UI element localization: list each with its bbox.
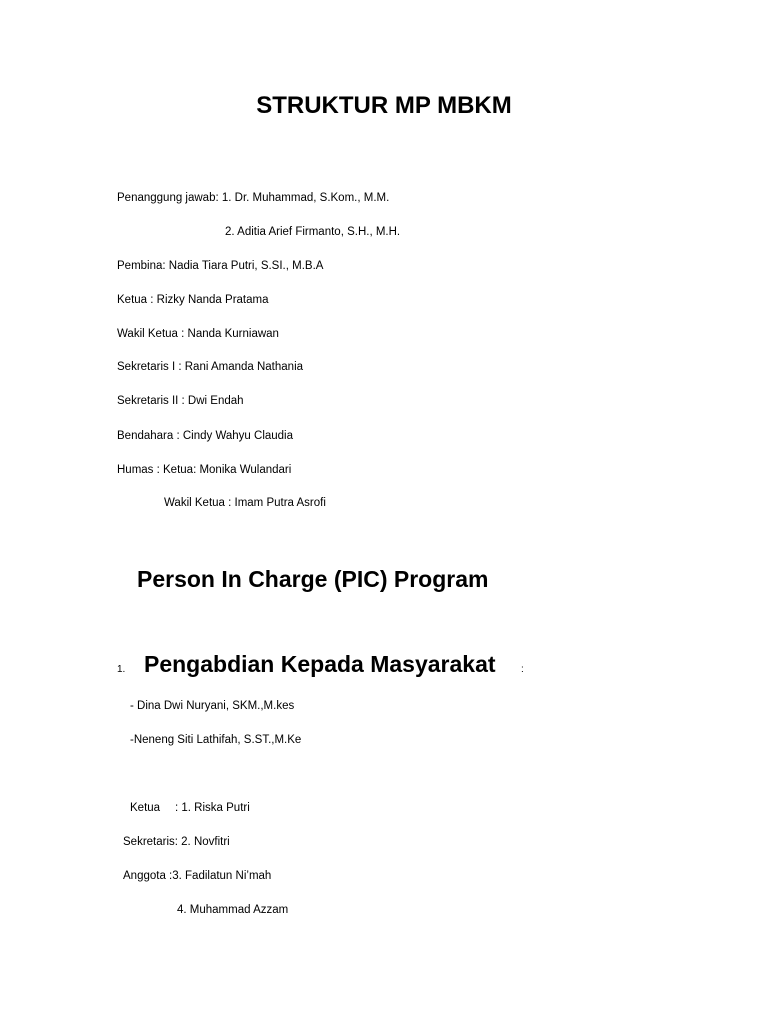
document-title: STRUKTUR MP MBKM (256, 92, 512, 119)
ketua-line: Ketua : Rizky Nanda Pratama (117, 294, 269, 306)
pembina-line: Pembina: Nadia Tiara Putri, S.SI., M.B.A (117, 260, 324, 272)
program-number: 1. (117, 664, 126, 675)
humas-wakil-ketua-line: Wakil Ketua : Imam Putra Asrofi (164, 497, 326, 509)
sekretaris-2-line: Sekretaris II : Dwi Endah (117, 395, 244, 407)
penanggung-jawab-line-2: 2. Aditia Arief Firmanto, S.H., M.H. (225, 226, 401, 238)
team-sekretaris: Sekretaris: 2. Novfitri (123, 836, 230, 848)
program-title: Pengabdian Kepada Masyarakat (144, 651, 496, 677)
pic-person-1: - Dina Dwi Nuryani, SKM.,M.kes (130, 700, 295, 712)
wakil-ketua-line: Wakil Ketua : Nanda Kurniawan (117, 328, 279, 340)
program-title-suffix: : (521, 664, 524, 675)
sekretaris-1-line: Sekretaris I : Rani Amanda Nathania (117, 361, 304, 373)
humas-ketua-line: Humas : Ketua: Monika Wulandari (117, 464, 292, 476)
pic-person-2: -Neneng Siti Lathifah, S.ST.,M.Ke (130, 734, 302, 746)
pic-heading: Person In Charge (PIC) Program (137, 566, 489, 592)
team-anggota-2: 4. Muhammad Azzam (177, 904, 289, 916)
bendahara-line: Bendahara : Cindy Wahyu Claudia (117, 430, 294, 442)
penanggung-jawab-line: Penanggung jawab: 1. Dr. Muhammad, S.Kom., M.M. (117, 192, 390, 204)
team-ketua-value: : 1. Riska Putri (175, 802, 250, 814)
team-anggota: Anggota :3. Fadilatun Ni’mah (123, 870, 272, 882)
team-ketua-label: Ketua (130, 802, 161, 814)
